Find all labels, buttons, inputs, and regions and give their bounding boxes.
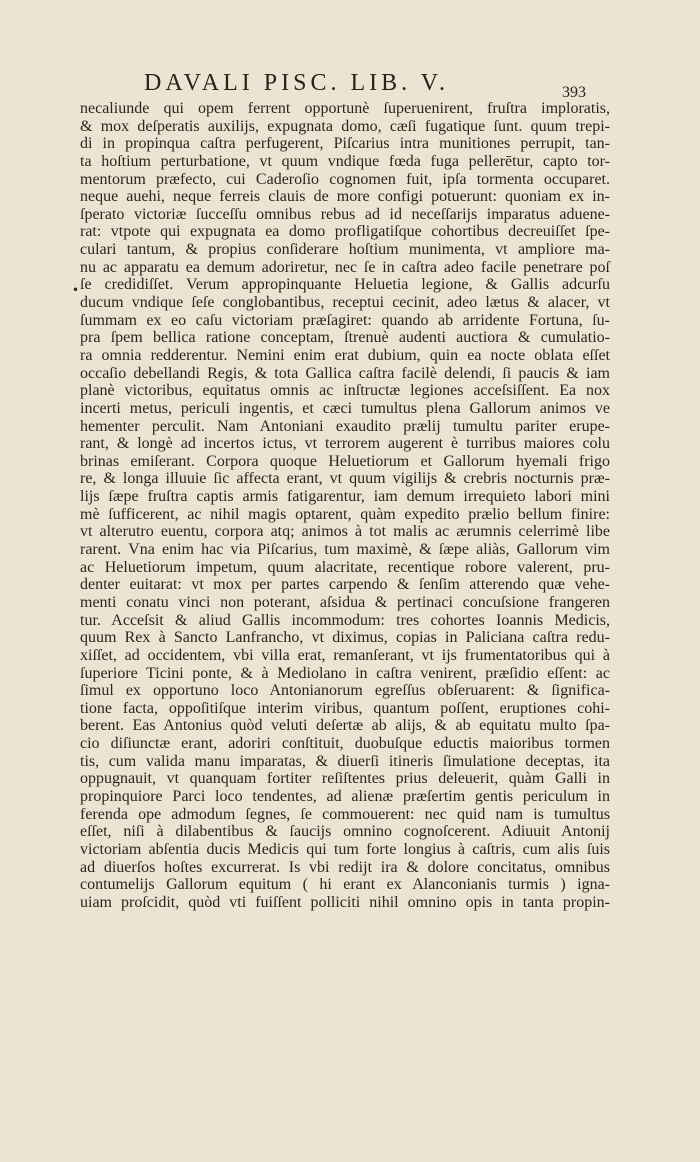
text-line: ſimul ex opportuno loco Antonianorum egreſſus obſeruarent: & ſignifica-	[80, 682, 610, 700]
text-line: tione facta, oppoſitiſque interim viribus, quantum poſſent, eruptiones cohi-	[80, 699, 610, 717]
text-line: berent. Eas Antonius quòd veluti deſertæ ab alijs, & ab equitatu multo ſpa-	[80, 717, 610, 735]
text-line: necaliunde qui opem ferrent opportunè ſuperuenirent, fruſtra imploratis,	[80, 100, 610, 117]
text-line: denter euitarat: vt mox per partes carpendo & ſenſim atterendo quæ vehe-	[80, 576, 610, 594]
text-line: neque auehi, neque ferreis clauis de more configi potuerunt: quoniam ex in-	[80, 188, 610, 206]
text-line: & mox deſperatis auxilijs, expugnata domo, cæſi fugatique ſunt. quum trepi-	[80, 117, 610, 135]
text-line: nu ac apparatu ea demum adoriretur, nec ſe in caſtra adeo facile penetrare poſ	[80, 258, 610, 276]
text-line: ſummam ex eo caſu victoriam præſagiret: quando ab arridente Fortuna, ſu-	[80, 311, 610, 329]
text-line: cio diſiunctæ erant, adoriri conſtituit, duobuſque eductis maioribus tormen	[80, 735, 610, 753]
text-line: vt alterutro euentu, corpora atq; animos à tot malis ac ærumnis celerrimè libe	[80, 523, 610, 541]
margin-mark: •	[72, 283, 80, 297]
text-line: mè ſufficerent, ac nihil magis optarent, quàm expedito prælio bellum finire:	[80, 505, 610, 523]
text-line: incerti metus, periculi ingentis, et cæci tumultus plena Gallorum animos ve	[80, 399, 610, 417]
text-line: tur. Acceſsit & aliud Gallis incommodum: tres cohortes Ioannis Medicis,	[80, 611, 610, 629]
text-line: ſuperiore Ticini ponte, & à Mediolano in caſtra venirent, præſidio eſſent: ac	[80, 664, 610, 682]
text-line: ta hoſtium perturbatione, vt quum vndique fœda fuga pellerētur, capto tor-	[80, 152, 610, 170]
text-line: eſſet, niſi à dilabentibus & ſaucijs omnino cognoſcerent. Adiuuit Antonij	[80, 823, 610, 841]
text-line: ferenda ope admodum ſegnes, ſe commouerent: nec quid nam is tumultus	[80, 805, 610, 823]
text-line: victoriam abſentia ducis Medicis qui tum forte longius à caſtris, cum alis ſuis	[80, 840, 610, 858]
text-line: re, & longa illuuie ſic affecta erant, vt quum vigilijs & crebris nocturnis præ-	[80, 470, 610, 488]
text-line: xiſſet, ad occidentem, vbi villa erat, remanſerant, vt ijs frumentatoribus qui à	[80, 646, 610, 664]
text-line: ſperato victoriæ ſucceſſu omnibus rebus ad id neceſſarijs imparatus aduene-	[80, 205, 610, 223]
text-line: pra ſpem bellica ratione conceptam, ſtrenuè audenti auctiora & cumulatio-	[80, 329, 610, 347]
running-head: DAVALI PISC. LIB. V.	[144, 70, 449, 96]
text-line: occaſio debellandi Regis, & tota Gallica caſtra facilè delendi, ſi paucis & iam	[80, 364, 610, 382]
text-line: propinquiore Parci loco tendentes, ad alienæ præſertim gentis periculum in	[80, 787, 610, 805]
text-line: contumelijs Gallorum equitum ( hi erant ex Alanconianis turmis ) igna-	[80, 876, 610, 894]
text-line: ra omnia redderentur. Nemini enim erat dubium, quin ea nocte oblata eſſet	[80, 346, 610, 364]
text-line: lijs ſæpe fruſtra captis armis fatigarentur, iam demum irrequieto labori mini	[80, 488, 610, 506]
text-line: oppugnauit, vt quanquam fortiter reſiſtentes prius deleuerit, quàm Galli in	[80, 770, 610, 788]
text-line: ad diuerſos hoſtes excurrerat. Is vbi redijt ira & dolore concitatus, omnibus	[80, 858, 610, 876]
text-line: ſe credidiſſet. Verum appropinquante Heluetia legione, & Gallis adcurſu	[80, 276, 610, 294]
text-line: culari tantum, & propius conſiderare hoſtium munimenta, vt ampliore ma-	[80, 241, 610, 259]
text-line: brinas emiſerant. Corpora quoque Heluetiorum et Gallorum hyemali frigo	[80, 452, 610, 470]
text-line: uiam proſcidit, quòd vti fuiſſent polliciti nihil omnino opis in tanta propin-	[80, 893, 610, 911]
text-line: menti conatu vinci non poterant, aſsidua & pertinaci concuſsione frangeren	[80, 593, 610, 611]
text-line: rant, & longè ad incertos ictus, vt terrorem augerent è turribus maiores colu	[80, 435, 610, 453]
text-line: ducum vndique ſeſe conglobantibus, receptui cecinit, adeo lætus & alacer, vt	[80, 294, 610, 312]
text-line: hementer perculit. Nam Antoniani exaudito prælij tumultu pariter erupe-	[80, 417, 610, 435]
text-line: ac Heluetiorum impetum, quum alacritate, recentique robore valerent, pru-	[80, 558, 610, 576]
text-line: rarent. Vna enim hac via Piſcarius, tum maximè, & ſæpe aliàs, Gallorum vim	[80, 541, 610, 559]
body-text	[80, 100, 610, 911]
text-line: di in propinqua caſtra perfugerent, Piſcarius intra munitiones perrupit, tan-	[80, 135, 610, 153]
page-number: 393	[562, 84, 586, 101]
text-line: planè victoribus, equitatus omnis ac inſtructæ legiones acceſsiſſent. Ea nox	[80, 382, 610, 400]
text-line: mentorum præfecto, cui Caderoſio cognomen fuit, ipſa tormenta occuparet.	[80, 170, 610, 188]
text-line: rat: vtpote qui expugnata ea domo profligatiſque cohortibus decreuiſſet ſpe-	[80, 223, 610, 241]
text-line: quum Rex à Sancto Lanfrancho, vt diximus, copias in Paliciana caſtra redu-	[80, 629, 610, 647]
text-line: tis, cum valida manu imparatas, & diuerſi itineris ſimulatione deceptas, ita	[80, 752, 610, 770]
